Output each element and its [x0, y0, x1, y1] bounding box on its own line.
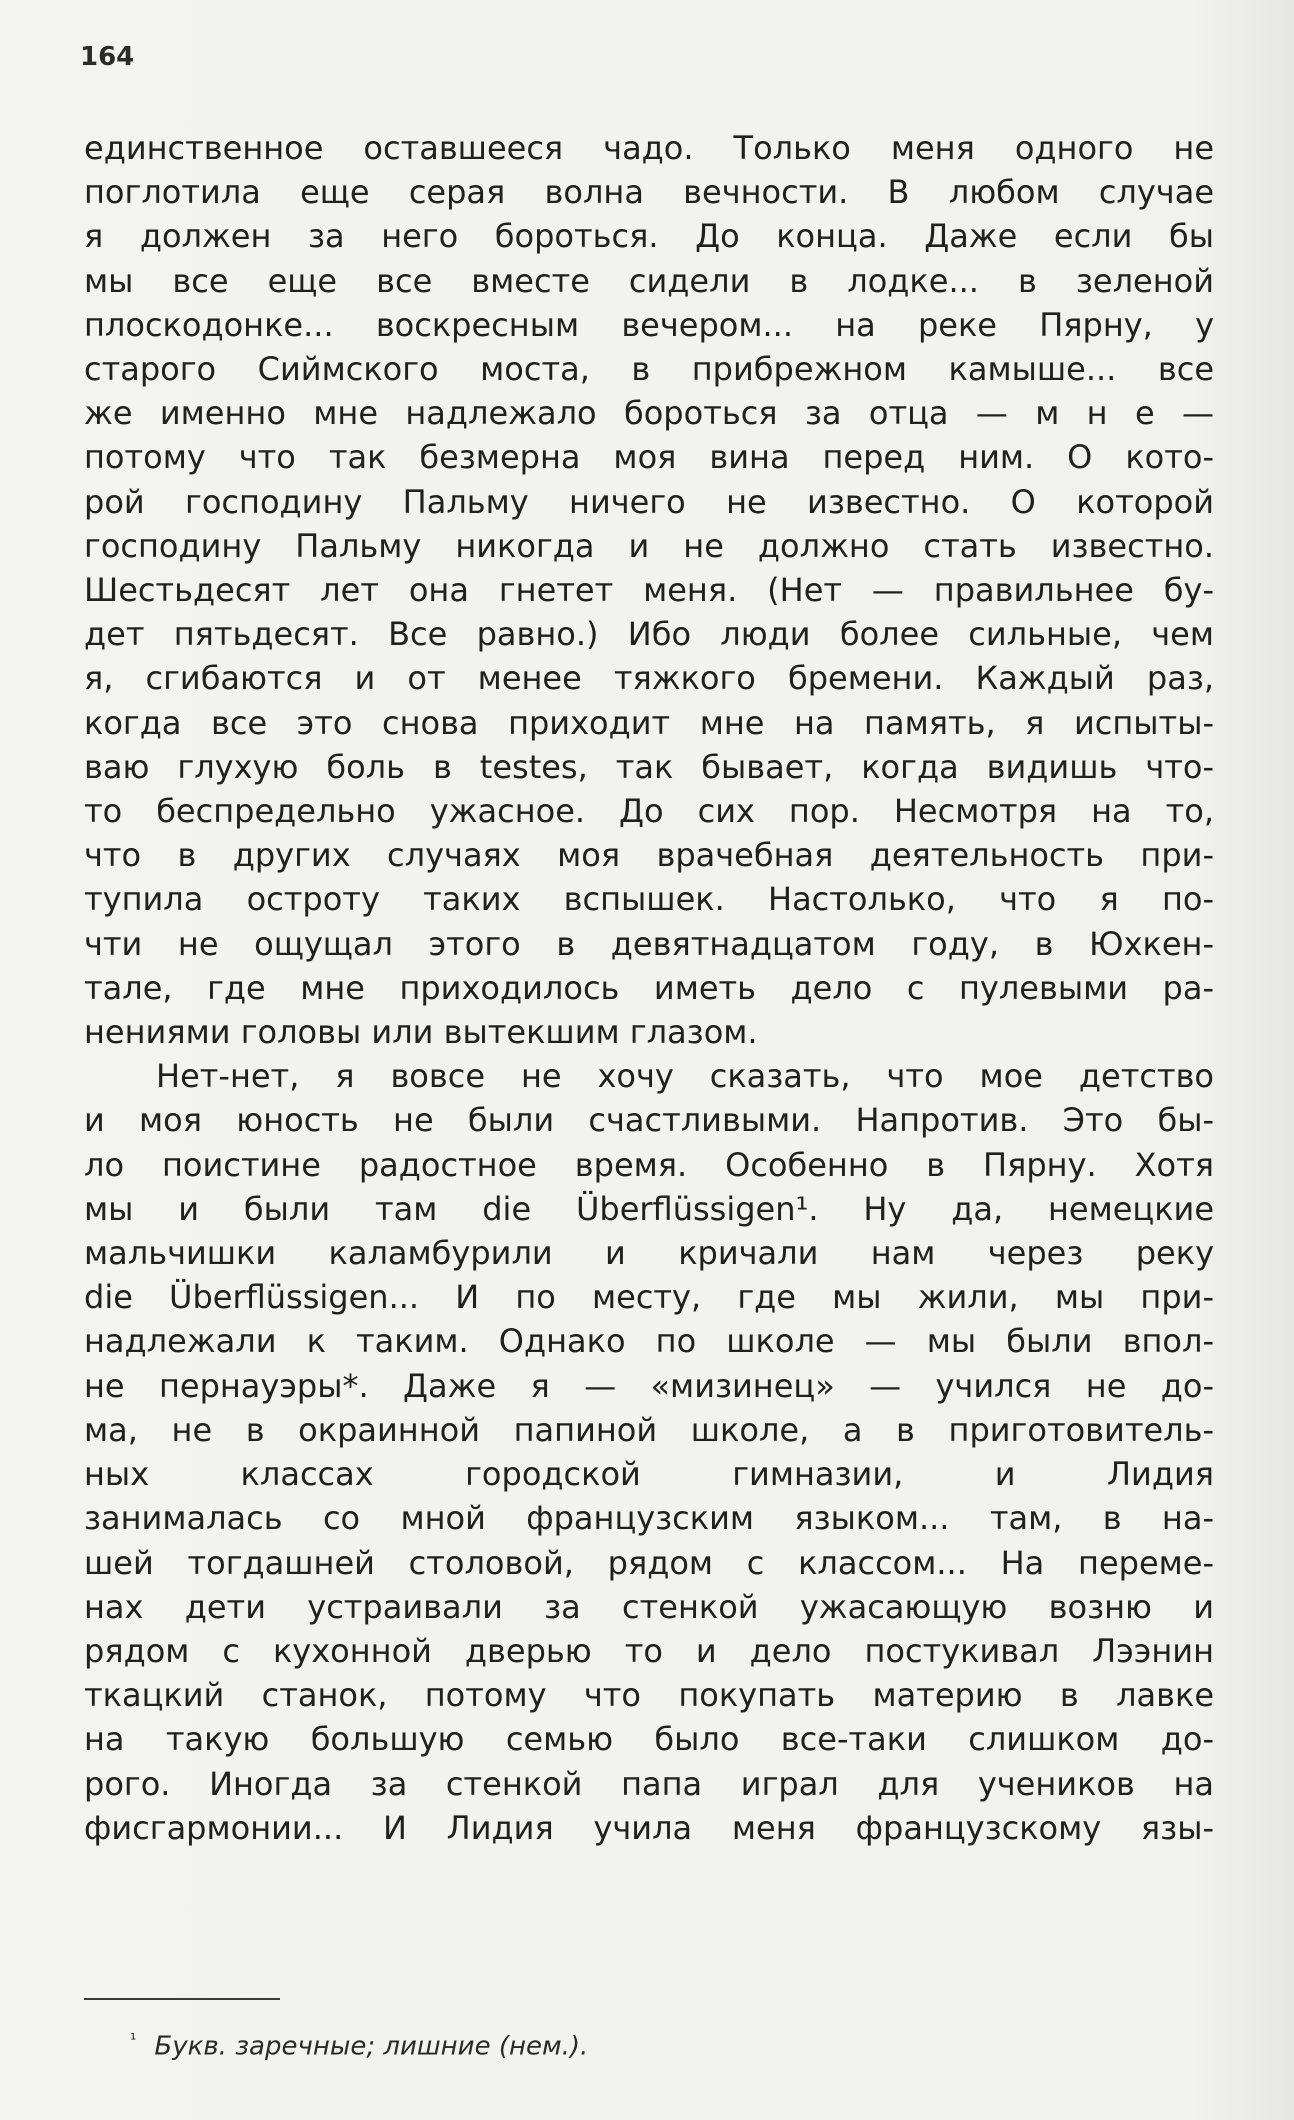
text-line: плоскодонке... воскресным вечером... на реке Пярну, у	[84, 305, 1214, 344]
text-line: что в других случаях моя врачебная деятельность при-	[84, 836, 1214, 875]
text-line: и моя юность не были счастливыми. Напротив. Это бы-	[84, 1101, 1214, 1140]
text-line: то беспредельно ужасное. До сих пор. Несмотря на то,	[84, 792, 1214, 831]
text-line: Нет-нет, я вовсе не хочу сказать, что мое детство	[156, 1057, 1214, 1096]
text-line: рого. Иногда за стенкой папа играл для учеников на	[84, 1764, 1214, 1803]
footnote	[130, 2030, 589, 2062]
text-line: единственное оставшееся чадо. Только меня одного не	[84, 129, 1214, 167]
text-line: ло поистине радостное время. Особенно в Пярну. Хотя	[84, 1145, 1214, 1184]
text-line: рядом с кухонной дверью то и дело постукивал Лээнин	[84, 1631, 1214, 1670]
footnote-text: Букв. заречные; лишние (нем.).	[154, 2031, 589, 2062]
footnote-divider	[84, 1998, 280, 2000]
text-line: когда все это снова приходит мне на память, я испыты-	[84, 703, 1214, 742]
text-line: мальчишки каламбурили и кричали нам через реку	[84, 1234, 1214, 1273]
body-text	[84, 126, 1214, 1850]
text-line: фисгармонии... И Лидия учила меня французскому язы-	[84, 1808, 1214, 1847]
text-line: шей тогдашней столовой, рядом с классом... На переме-	[84, 1543, 1214, 1582]
page-number: 164	[80, 42, 135, 72]
text-line: die Überflüssigen... И по месту, где мы жили, мы при-	[84, 1278, 1214, 1317]
text-line: ваю глухую боль в testes, так бывает, когда видишь что-	[84, 747, 1214, 786]
footnote-marker: ¹	[130, 2030, 137, 2049]
text-line: Шестьдесят лет она гнетет меня. (Нет — правильнее бу-	[84, 571, 1214, 610]
text-line: на такую большую семью было все-таки слишком до-	[84, 1720, 1214, 1759]
text-line: нениями головы или вытекшим глазом.	[84, 1013, 758, 1052]
text-line: чти не ощущал этого в девятнадцатом году, в Юхкен-	[84, 924, 1214, 963]
text-line: дет пятьдесят. Все равно.) Ибо люди более сильные, чем	[84, 615, 1214, 654]
text-line: потому что так безмерна моя вина перед ним. О кото-	[84, 438, 1214, 477]
text-line: не пернауэры*. Даже я — «мизинец» — учился не до-	[84, 1366, 1214, 1405]
text-line: старого Сиймского моста, в прибрежном камыше... все	[84, 350, 1214, 389]
text-line: я, сгибаются и от менее тяжкого бремени. Каждый раз,	[84, 659, 1214, 698]
text-line: рой господину Пальму ничего не известно. О которой	[84, 482, 1214, 521]
text-line: я должен за него бороться. До конца. Даже если бы	[84, 217, 1214, 256]
text-line: мы все еще все вместе сидели в лодке... в зеленой	[84, 261, 1214, 300]
text-line: ных классах городской гимназии, и Лидия	[84, 1455, 1214, 1494]
text-line: же именно мне надлежало бороться за отца — м н е —	[84, 394, 1214, 433]
text-line: господину Пальму никогда и не должно стать известно.	[84, 526, 1214, 565]
text-line: поглотила еще серая волна вечности. В любом случае	[84, 173, 1214, 212]
text-line: ткацкий станок, потому что покупать материю в лавке	[84, 1676, 1214, 1715]
text-line: тупила остроту таких вспышек. Настолько, что я по-	[84, 880, 1214, 919]
text-line: занималась со мной французским языком... там, в на-	[84, 1499, 1214, 1538]
text-line: нах дети устраивали за стенкой ужасающую возню и	[84, 1587, 1214, 1626]
text-line: надлежали к таким. Однако по школе — мы были впол-	[84, 1322, 1214, 1361]
text-line: тале, где мне приходилось иметь дело с пулевыми ра-	[84, 968, 1214, 1007]
text-line: мы и были там die Überflüssigen¹. Ну да, немецкие	[84, 1189, 1214, 1228]
text-line: ма, не в окраинной папиной школе, а в приготовитель-	[84, 1410, 1214, 1449]
